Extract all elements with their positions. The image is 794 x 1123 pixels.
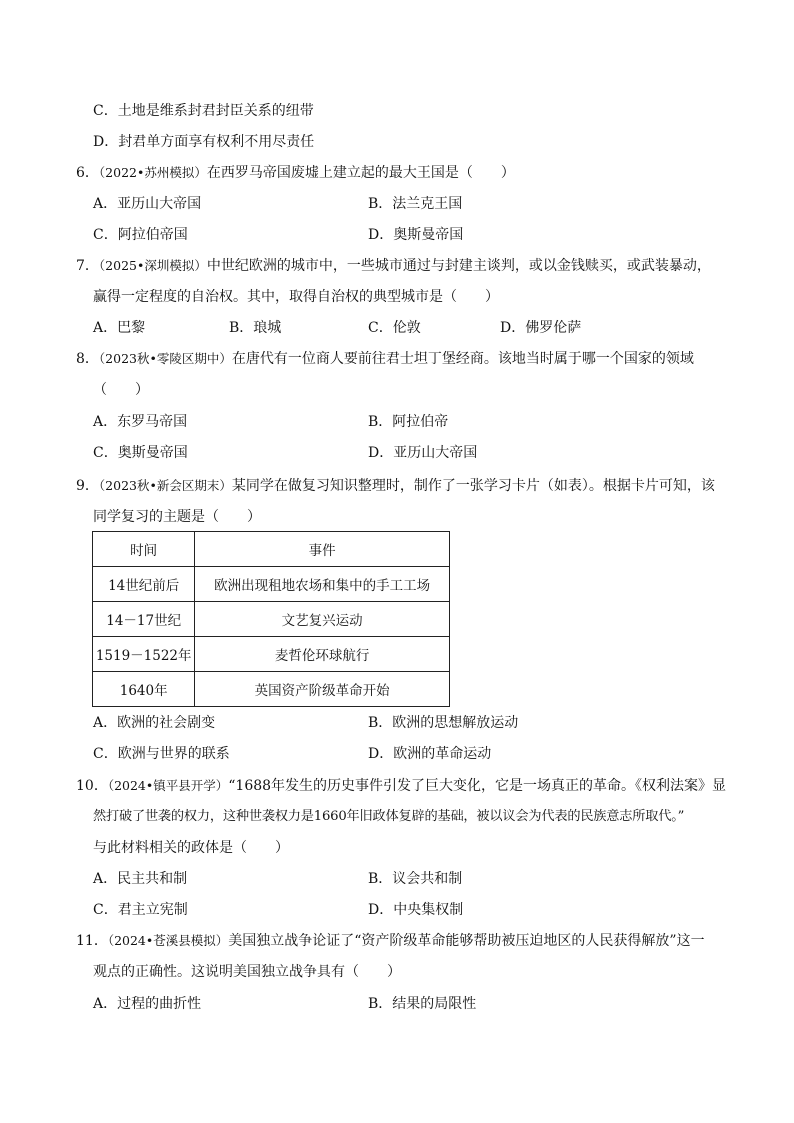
question-9	[76, 476, 715, 496]
table-row	[93, 567, 450, 602]
option-c: C．阿拉伯帝国	[93, 227, 188, 243]
option-d: D．亚历山大帝国	[368, 445, 478, 461]
question-text-continued: 观点的正确性。这说明美国独立战争具有（ ）	[93, 964, 401, 980]
question-6	[76, 163, 515, 183]
question-number: 11．	[76, 933, 108, 949]
question-8	[76, 349, 694, 369]
table-cell: 1640年	[93, 672, 195, 707]
option-b: B．欧洲的思想解放运动	[368, 715, 519, 731]
table-cell: 英国资产阶级革命开始	[195, 672, 450, 707]
table-row	[93, 637, 450, 672]
study-card-table	[92, 531, 450, 707]
option-b: B．结果的局限性	[368, 996, 477, 1012]
question-text-continued: 同学复习的主题是（ ）	[93, 509, 261, 525]
option-d: D．中央集权制	[368, 902, 464, 918]
option-b: B．法兰克王国	[368, 196, 463, 212]
option-b: B．阿拉伯帝	[368, 414, 449, 430]
question-10	[76, 776, 726, 796]
question-source: （2023秋•零陵区期中）	[98, 351, 232, 366]
table-row	[93, 672, 450, 707]
question-source: （2025•深圳模拟）	[98, 258, 207, 273]
question-text: 某同学在做复习知识整理时，制作了一张学习卡片（如表）。根据卡片可知，该	[231, 478, 715, 494]
table-cell: 14－17世纪	[93, 602, 195, 637]
option-d: D．欧洲的革命运动	[368, 746, 492, 762]
table-header: 事件	[195, 532, 450, 567]
table-cell: 文艺复兴运动	[195, 602, 450, 637]
table-cell: 麦哲伦环球航行	[195, 637, 450, 672]
question-number: 9．	[76, 478, 99, 494]
table-row	[93, 602, 450, 637]
option-c: C．奥斯曼帝国	[93, 445, 188, 461]
question-text: 美国独立战争论证了“资产阶级革命能够帮助被压迫地区的人民获得解放”这一	[228, 933, 705, 949]
table-header-row	[93, 532, 450, 567]
option-c: C．伦敦	[368, 320, 421, 336]
option-a: A．亚历山大帝国	[93, 196, 202, 212]
question-text: 在唐代有一位商人要前往君士坦丁堡经商。该地当时属于哪一个国家的领域	[231, 351, 694, 367]
question-source: （2022•苏州模拟）	[98, 165, 207, 180]
question-text: 在西罗马帝国废墟上建立起的最大王国是（ ）	[206, 165, 515, 181]
question-source: （2023秋•新会区期末）	[98, 478, 232, 493]
question-text: “1688年发生的历史事件引发了巨大变化，它是一场真正的革命。《权利法案》显	[228, 778, 727, 794]
option-a: A．巴黎	[93, 320, 146, 336]
question-number: 8．	[76, 351, 99, 367]
question-number: 10．	[76, 778, 108, 794]
option-a: A．民主共和制	[93, 871, 188, 887]
option-c: C．欧洲与世界的联系	[93, 746, 230, 762]
question-text-continued: 赢得一定程度的自治权。其中，取得自治权的典型城市是（ ）	[93, 289, 499, 305]
option-c: C．土地是维系封君封臣关系的纽带	[93, 103, 314, 119]
option-d: D．佛罗伦萨	[500, 320, 582, 336]
table-cell: 1519－1522年	[93, 637, 195, 672]
question-number: 7．	[76, 258, 99, 274]
question-text-continued: （ ）	[93, 382, 149, 398]
option-d: D．奥斯曼帝国	[368, 227, 464, 243]
question-number: 6．	[76, 165, 99, 181]
option-a: A．东罗马帝国	[93, 414, 188, 430]
question-text-continued: 与此材料相关的政体是（ ）	[93, 840, 289, 856]
option-b: B．议会共和制	[368, 871, 463, 887]
question-7	[76, 256, 711, 276]
question-text: 中世纪欧洲的城市中，一些城市通过与封建主谈判，或以金钱赎买，或武装暴动，	[206, 258, 711, 274]
option-d: D．封君单方面享有权利不用尽责任	[93, 134, 315, 150]
table-header: 时间	[93, 532, 195, 567]
table-cell: 欧洲出现租地农场和集中的手工工场	[195, 567, 450, 602]
option-b: B．琅城	[229, 320, 282, 336]
table-cell: 14世纪前后	[93, 567, 195, 602]
question-source: （2024•苍溪县模拟）	[107, 933, 229, 948]
option-a: A．过程的曲折性	[93, 996, 202, 1012]
option-a: A．欧洲的社会剧变	[93, 715, 216, 731]
question-text-continued: 然打破了世袭的权力，这种世袭权力是1660年旧政体复辟的基础，被以议会为代表的民族意志所取代。”	[93, 809, 685, 824]
question-source: （2024•镇平县开学）	[107, 778, 229, 793]
option-c: C．君主立宪制	[93, 902, 188, 918]
question-11	[76, 931, 705, 951]
